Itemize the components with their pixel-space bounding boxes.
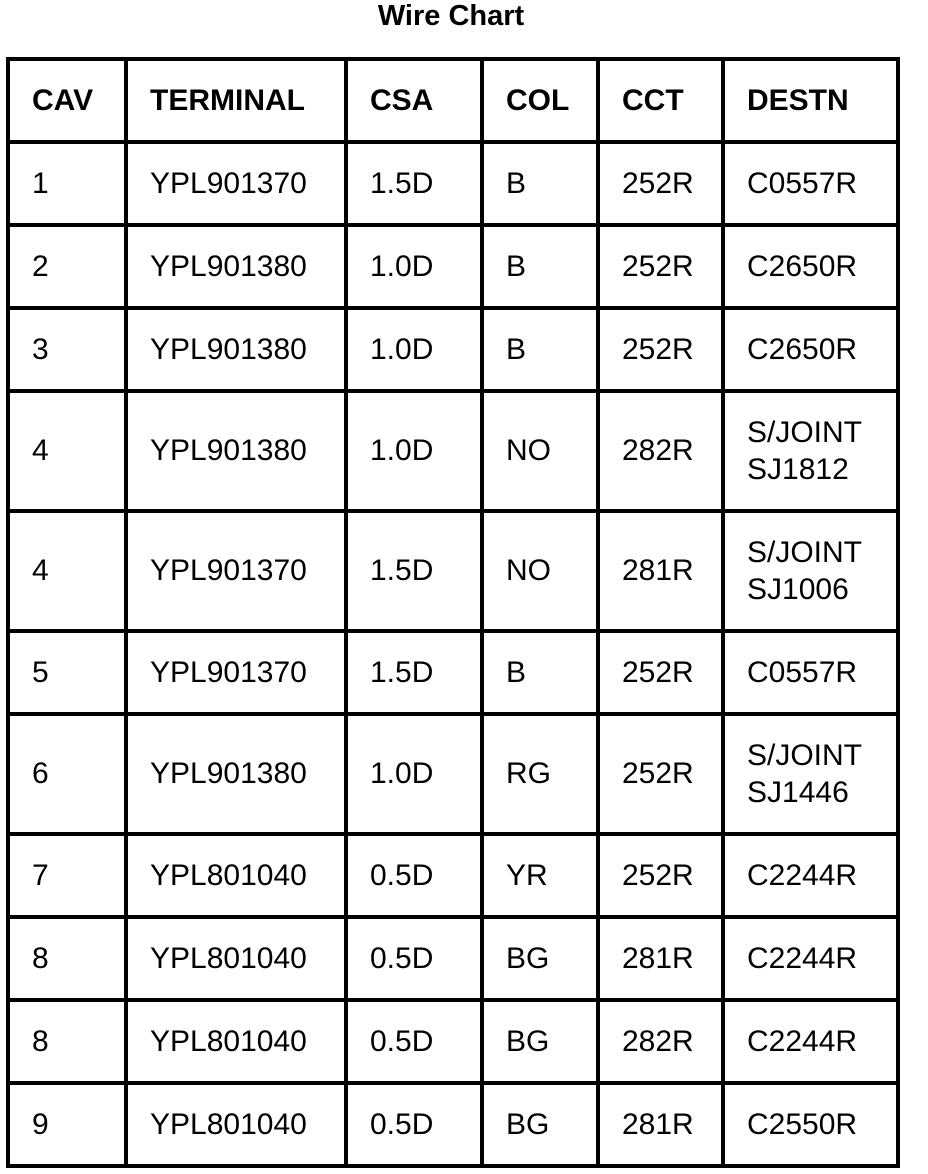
cell-cav: 7 [8,834,126,917]
cell-cav: 4 [8,511,126,631]
destn-line: C2550R [747,1107,858,1141]
cell-col: B [482,142,598,225]
table-row [8,1083,898,1166]
cell-destn [723,834,898,917]
cell-destn [723,631,898,714]
cell-col: YR [482,834,598,917]
cell-csa: 0.5D [346,1083,482,1166]
cell-csa: 0.5D [346,917,482,1000]
cell-cct: 252R [598,714,723,834]
cell-terminal: YPL901380 [126,714,346,834]
cell-terminal: YPL901370 [126,511,346,631]
page-title: Wire Chart [377,0,525,32]
cell-cav: 9 [8,1083,126,1166]
cell-csa: 1.0D [346,308,482,391]
cell-csa: 1.5D [346,511,482,631]
cell-cct: 252R [598,142,723,225]
cell-cav: 3 [8,308,126,391]
table-row [8,631,898,714]
destn-line: C2650R [747,249,858,283]
table-row [8,391,898,511]
cell-cct: 282R [598,1000,723,1083]
cell-destn [723,714,898,834]
cell-destn [723,1000,898,1083]
header-terminal: TERMINAL [126,59,346,142]
cell-csa: 1.0D [346,225,482,308]
cell-col: RG [482,714,598,834]
table-row [8,1000,898,1083]
cell-cav: 8 [8,917,126,1000]
cell-col: B [482,308,598,391]
table-row [8,142,898,225]
destn-line: C2244R [747,941,858,975]
destn-line: S/JOINT [747,536,863,569]
cell-col: BG [482,1083,598,1166]
table-row [8,917,898,1000]
cell-destn [723,511,898,631]
destn-line: SJ1812 [747,453,849,486]
cell-csa: 1.5D [346,142,482,225]
cell-destn [723,142,898,225]
destn-line: C0557R [747,655,858,689]
cell-cav: 2 [8,225,126,308]
cell-csa: 1.5D [346,631,482,714]
cell-cct: 252R [598,631,723,714]
table-row [8,225,898,308]
cell-cct: 252R [598,834,723,917]
cell-csa: 0.5D [346,834,482,917]
cell-col: NO [482,391,598,511]
cell-destn [723,391,898,511]
table-row [8,834,898,917]
destn-line: C2650R [747,332,858,366]
cell-col: B [482,631,598,714]
cell-cav: 4 [8,391,126,511]
cell-cav: 1 [8,142,126,225]
cell-cct: 281R [598,511,723,631]
cell-terminal: YPL901380 [126,391,346,511]
cell-cct: 281R [598,1083,723,1166]
cell-destn [723,917,898,1000]
destn-line: S/JOINT [747,416,863,449]
cell-cct: 252R [598,225,723,308]
cell-cct: 252R [598,308,723,391]
cell-cct: 282R [598,391,723,511]
cell-col: BG [482,1000,598,1083]
cell-destn [723,308,898,391]
cell-terminal: YPL801040 [126,1083,346,1166]
destn-line: SJ1006 [747,573,849,606]
header-destn: DESTN [723,59,898,142]
cell-terminal: YPL901370 [126,142,346,225]
destn-line: S/JOINT [747,739,863,772]
table-row [8,511,898,631]
header-col: COL [482,59,598,142]
cell-terminal: YPL901370 [126,631,346,714]
cell-csa: 0.5D [346,1000,482,1083]
cell-terminal: YPL901380 [126,308,346,391]
destn-line: C2244R [747,1024,858,1058]
cell-destn [723,1083,898,1166]
wire-chart-table [6,57,900,1168]
destn-line: SJ1446 [747,776,849,809]
header-cct: CCT [598,59,723,142]
cell-csa: 1.0D [346,391,482,511]
table-row [8,714,898,834]
destn-line: C2244R [747,858,858,892]
cell-csa: 1.0D [346,714,482,834]
cell-terminal: YPL801040 [126,834,346,917]
cell-terminal: YPL801040 [126,1000,346,1083]
cell-cct: 281R [598,917,723,1000]
cell-col: NO [482,511,598,631]
table-row [8,308,898,391]
cell-cav: 8 [8,1000,126,1083]
cell-col: BG [482,917,598,1000]
header-csa: CSA [346,59,482,142]
cell-terminal: YPL801040 [126,917,346,1000]
header-row [8,59,898,142]
cell-cav: 5 [8,631,126,714]
cell-cav: 6 [8,714,126,834]
cell-col: B [482,225,598,308]
header-cav: CAV [8,59,126,142]
cell-terminal: YPL901380 [126,225,346,308]
destn-line: C0557R [747,166,858,200]
table-body [8,142,898,1166]
cell-destn [723,225,898,308]
